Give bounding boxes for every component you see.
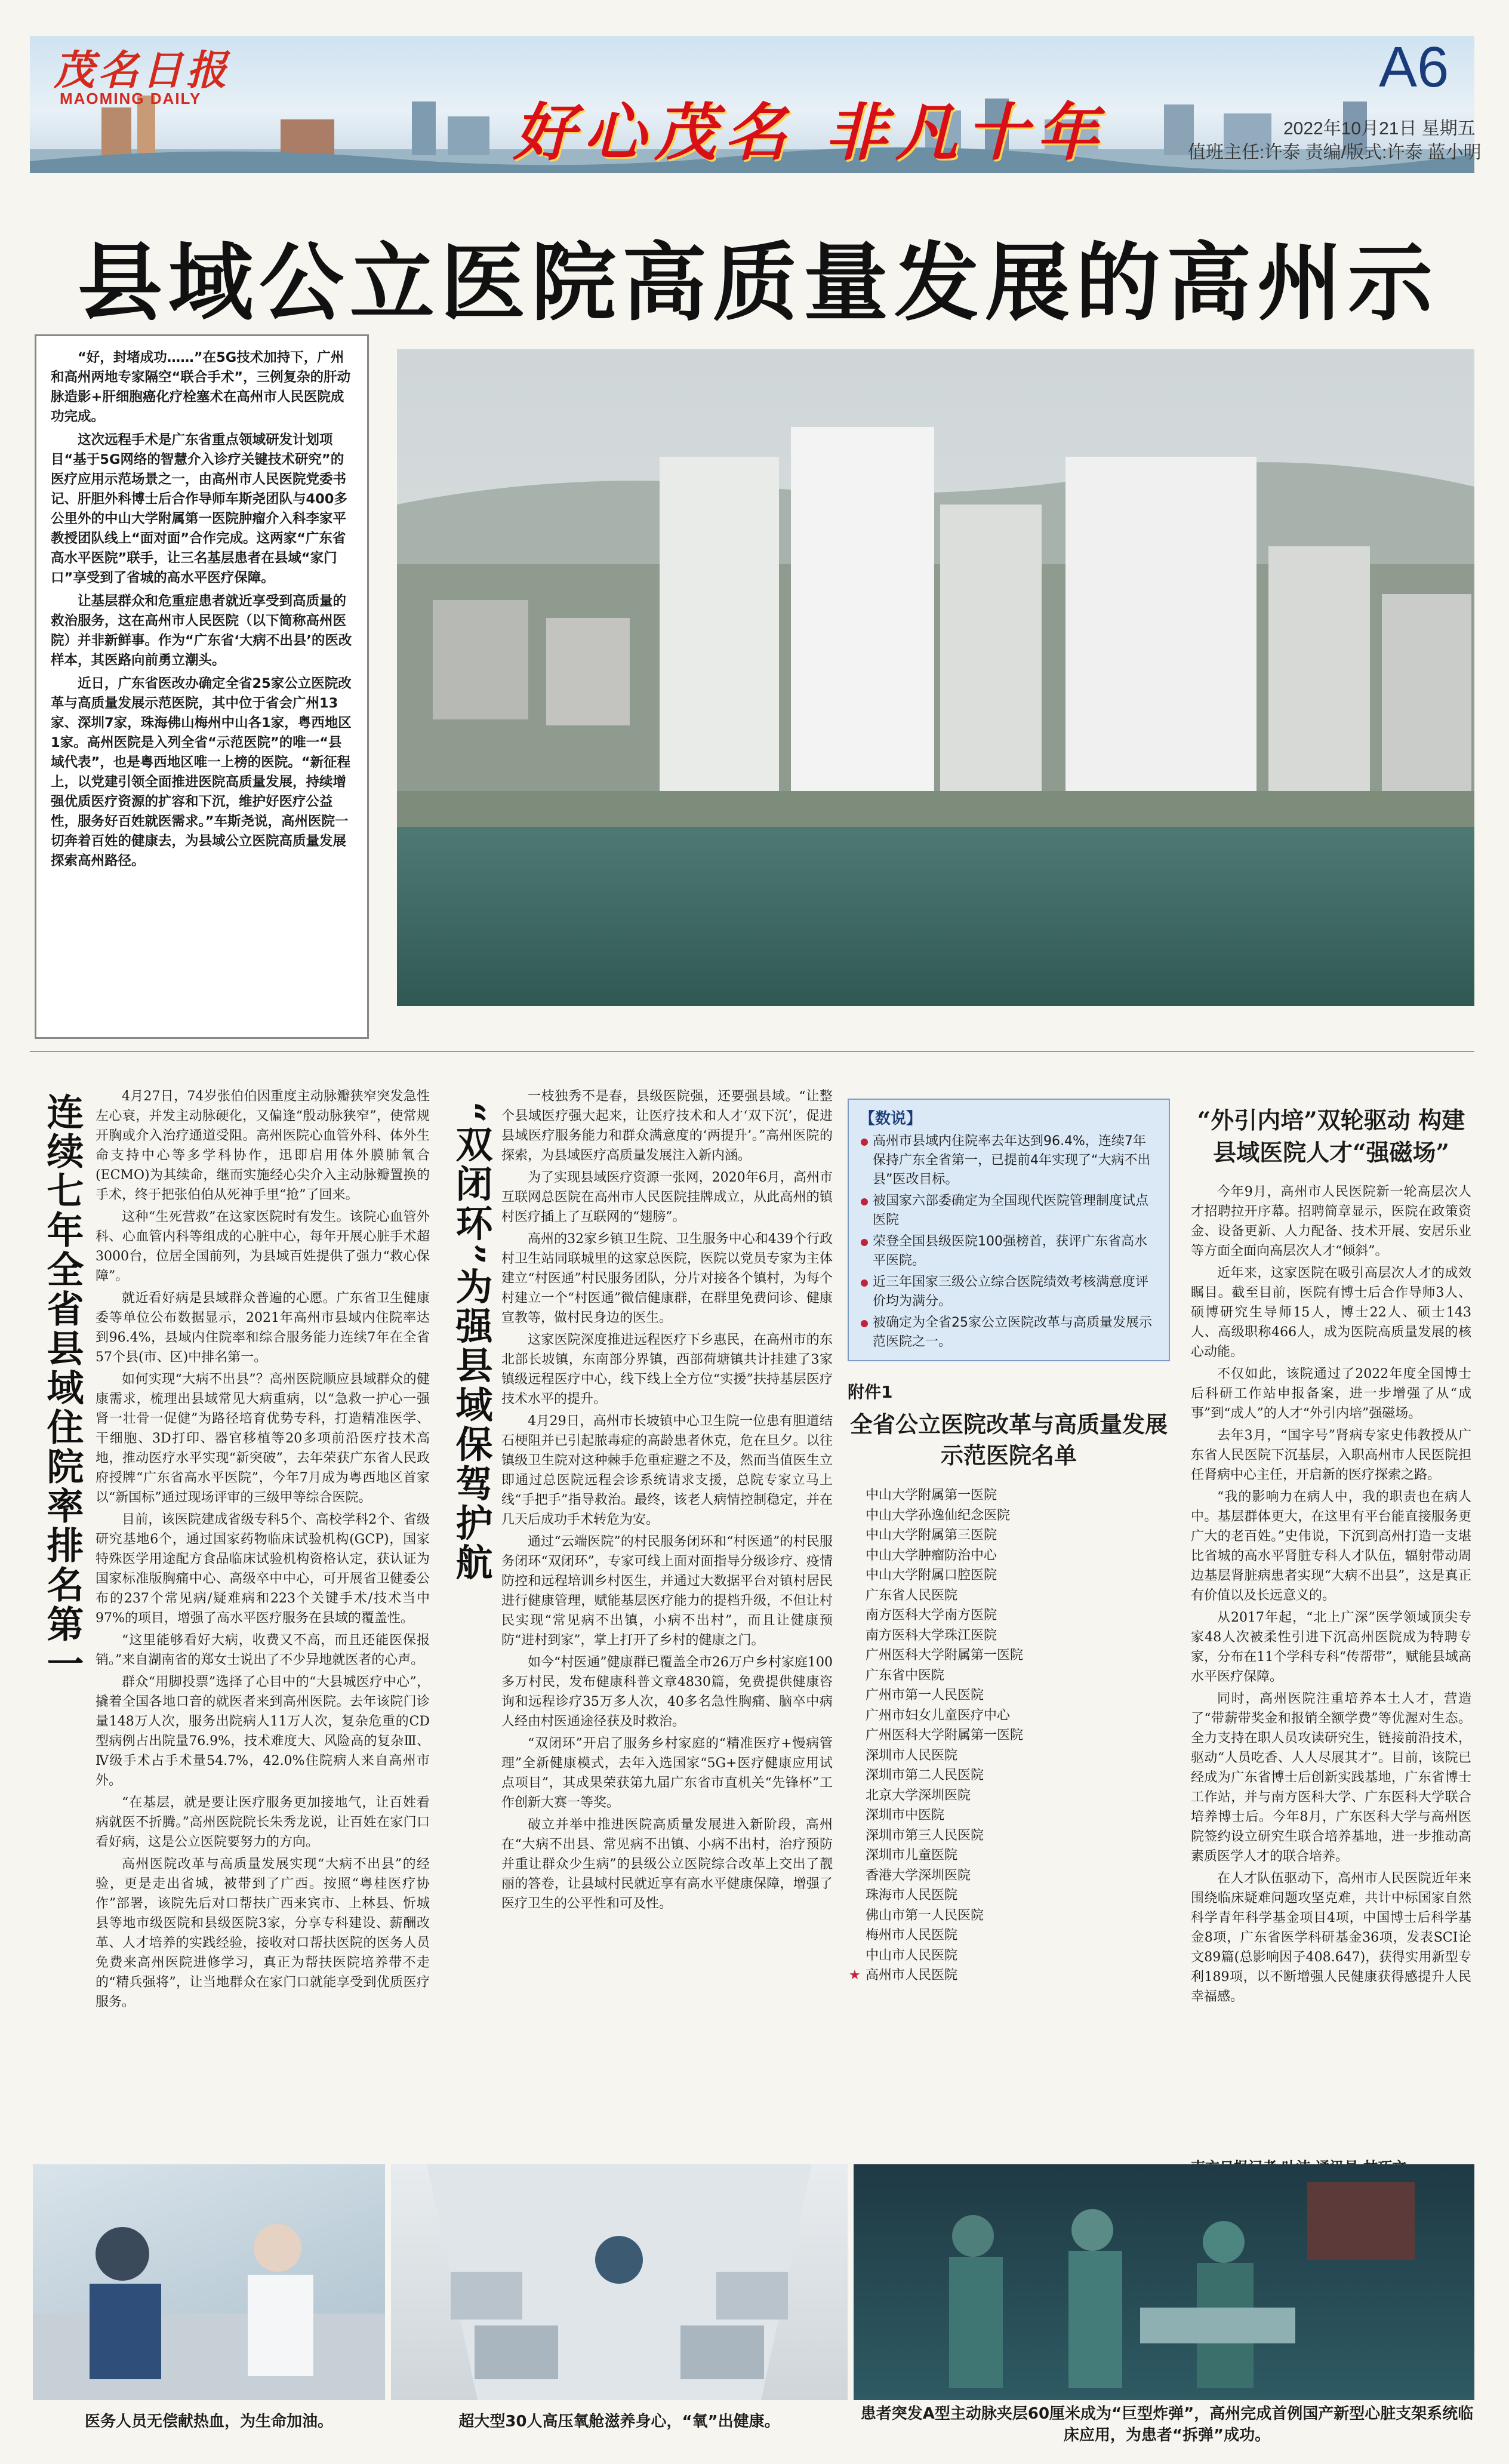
data-facts-box — [848, 1099, 1170, 1361]
hospital-list-item: 梅州市人民医院 — [866, 1928, 958, 1943]
newspaper-logo-en: MAOMING DAILY — [60, 90, 202, 107]
hospital-list-item: 广东省人民医院 — [866, 1588, 958, 1603]
intro-paragraph: 近日，广东省医改办确定全省25家公立医院改革与高质量发展示范医院，其中位于省会广州13家、深圳7家，珠海佛山梅州中山各1家，粤西地区1家。高州医院是入列全省“示范医院”的唯一“县域代表”，也是粤西地区唯一上榜的医院。“新征程上，以党建引领全面推进医院高质量发展，持续增强优质医疗资源的扩容和下沉，维护好医疗公益性，服务好百姓就医需求。”车斯尧说，高州医院一切奔着百姓的健康去，为县域公立医院高质量发展探索高州路径。 — [51, 676, 352, 869]
section-heading: “外引内培”双轮驱动 构建县域医院人才“强磁场” — [1197, 1107, 1465, 1167]
article-paragraph: “我的影响力在病人中，我的职责也在病人中。基层群体更大，在这里有平台能直接服务更广大的老百姓。”史伟说，下沉到高州打造一支堪比省城的高水平肾脏专科人才队伍，辐射带动周边基层肾脏病患者实现“大病不出县”，这是真正有价值以及长远意义的。 — [1191, 1490, 1471, 1603]
article-paragraph: 高州的32家乡镇卫生院、卫生服务中心和439个行政村卫生站同联城里的这家总医院，医院以党员专家为主体建立“村医通”村民服务团队，分片对接各个镇村，为每个村建立一个“村医通”微信健康群，在群里免费问诊、健康宣教等，做村民身边的医生。 — [501, 1232, 833, 1325]
article-paragraph: 4月27日，74岁张伯伯因重度主动脉瓣狭窄突发急性左心衰，并发主动脉硬化，又偏逢“殷动脉狭窄”，使常规开胸或介入治疗通道受阻。高州医院心血管外科、体外生命支持中心等多学科协作，迅即启用体外膜肺氧合(ECMO)为其续命，继而实施经心尖介入主动脉瓣置换的手术，终于把张伯伯从死神手里“抢”了回来。 — [96, 1089, 430, 1202]
blood-donation-photo — [33, 2164, 385, 2400]
hospital-list-item: 南方医科大学南方医院 — [866, 1608, 997, 1623]
article-paragraph: “这里能够看好大病，收费又不高，而且还能医保报销。”来自湖南省的郑女士说出了不少异地就医者的心声。 — [96, 1633, 430, 1668]
data-box-title: 【数说】 — [860, 1110, 922, 1128]
hospital-list-item: 中山大学附属口腔医院 — [866, 1568, 997, 1583]
slogan: 好心茂名 非凡十年 — [513, 96, 1107, 169]
article-paragraph: 这家医院深度推进远程医疗下乡惠民，在高州市的东北部长坡镇，东南部分界镇，西部荷塘镇共计挂建了3家镇级远程医疗中心，线下线上全方位“实援”扶持基层医疗技术水平的提升。 — [501, 1333, 833, 1407]
page-headline: 县域公立医院高质量发展的高州示 — [78, 233, 1439, 333]
hospital-list-item: 北京大学深圳医院 — [866, 1788, 971, 1803]
hospital-photo-illustration — [397, 349, 1474, 1006]
annex-hospital-list — [848, 1379, 1170, 1986]
article-paragraph: 高州医院改革与高质量发展实现“大病不出县”的经验，更是走出省城，被带到了广西。按照“粤桂医疗协作”部署，该院先后对口帮扶广西来宾市、上林县、忻城县等地市级医院和县级医院3家，分享专科建设、薪酬改革、人才培养的实践经验，接收对口帮扶医院的医务人员免费来高州医院进修学习，真正为帮扶医院培养带不走的“精兵强将”，让当地群众在家门口就能享受到优质医疗服务。 — [96, 1857, 430, 2010]
hospital-name-highlight: 高州市人民医院 — [866, 1968, 958, 1983]
hospital-list-item: 深圳市第二人民医院 — [866, 1768, 984, 1783]
article-paragraph: 为了实现县域医疗资源一张网，2020年6月，高州市互联网总医院在高州市人民医院挂牌成立，从此高州的镇村医疗插上了互联网的“翅膀”。 — [501, 1170, 833, 1225]
article-paragraph: 去年3月，“国字号”肾病专家史伟教授从广东省人民医院下沉基层，入职高州市人民医院担任肾病中心主任，开启新的医疗探索之路。 — [1191, 1428, 1471, 1482]
article-paragraph: 近年来，这家医院在吸引高层次人才的成效瞩目。截至目前，医院有博士后合作导师3人、硕博研究生导师15人，博士22人、硕士143人、高级职称466人，成为医院高质量发展的核心动能。 — [1191, 1266, 1471, 1359]
page-number: A6 — [1379, 35, 1449, 99]
hospital-list-item: 香港大学深圳医院 — [866, 1868, 971, 1883]
hospital-list-item: 深圳市儿童医院 — [866, 1848, 958, 1863]
article-paragraph: 4月29日，高州市长坡镇中心卫生院一位患有胆道结石梗阻并已引起脓毒症的高龄患者休克，危在旦夕。以往镇级卫生院对这种棘手危重症避之不及，然而当值医生立即通过总医院远程会诊系统请求支援，总院专家立马上线“手把手”指导救治。最终，该老人病情控制稳定，并在几天后成功手术转危为安。 — [501, 1414, 833, 1527]
hospital-list-item: 深圳市第三人民医院 — [866, 1828, 984, 1843]
hospital-list-item: 广州市第一人民医院 — [866, 1688, 984, 1703]
hospital-list-item: 中山大学肿瘤防治中心 — [866, 1548, 997, 1563]
article-paragraph: 如何实现“大病不出县”？高州医院顺应县域群众的健康需求，梳理出县域常见大病重病，以“急救一护心一强肾一壮骨一促健”为路径培育优势专科，打造精准医学、干细胞、3D打印、器官移植等20多项前沿医疗技术高地，推动医疗水平实现“新突破”，去年荣获广东省人民政府授牌“广东省高水平医院”，今年7月成为粤西地区首家以“新国标”通过现场评审的三级甲等综合医院。 — [96, 1372, 430, 1505]
hospital-list-item — [848, 1965, 1170, 1986]
hospital-list-item: 广州医科大学附属第一医院 — [866, 1648, 1024, 1663]
hospital-list-item: 深圳市中医院 — [866, 1808, 945, 1823]
oxygen-chamber-photo — [391, 2164, 848, 2400]
hospital-list-item: 中山大学附属第一医院 — [866, 1488, 997, 1503]
issue-date: 2022年10月21日 星期五 — [1283, 119, 1476, 139]
blood-donation-illustration — [33, 2164, 385, 2400]
article-paragraph: 今年9月，高州市人民医院新一轮高层次人才招聘拉开序幕。招聘简章显示，医院在政策资金、设备更新、人力配备、技术开展、安居乐业等方面全面向高层次人才“倾斜”。 — [1191, 1185, 1471, 1259]
section-heading-vertical: “双闭环”为强县域保驾护航 — [449, 1102, 493, 1583]
data-fact-item: 近三年国家三级公立综合医院绩效考核满意度评价均为满分。 — [860, 1273, 1158, 1311]
article-paragraph: 从2017年起，“北上广深”医学领域顶尖专家48人次被柔性引进下沉高州医院成为特聘专家，分布在11个学科专科“传帮带”，赋能县域高水平医疗保障。 — [1191, 1610, 1471, 1684]
article-column — [96, 1087, 430, 2014]
data-fact-item: 被国家六部委确定为全国现代医院管理制度试点医院 — [860, 1192, 1158, 1230]
intro-box — [35, 334, 369, 1039]
oxygen-chamber-illustration — [391, 2164, 848, 2400]
section-heading-vertical: 连续七年全省县域住院率排名第一 — [41, 1093, 84, 1684]
annex-label: 附件1 — [848, 1382, 893, 1402]
article-paragraph: 在人才队伍驱动下，高州市人民医院近年来围绕临床疑难问题攻坚克难，共计中标国家自然科学青年科学基金项目4项，中国博士后科学基金8项，广东省医学科研基金36项，发表SCI论文89篇(总影响因子408.647)，获得实用新型专利189项，以不断增强人民健康获得感提升人民幸福感。 — [1191, 1871, 1471, 2004]
hospital-list-item: 广州市妇女儿童医疗中心 — [866, 1708, 1011, 1723]
article-paragraph: 目前，该医院建成省级专科5个、高校学科2个、省级研究基地6个，通过国家药物临床试验机构(GCP)，国家特殊医学用途配方食品临床试验机构资格认定，获认证为国家标准版胸痛中心、高级卒中中心，可开展省卫健委公布的237个常见病/疑难病和223个关键手术/技术当中97%的项目，增强了高水平医疗服务在县域的覆盖性。 — [96, 1512, 430, 1626]
article-paragraph: 群众“用脚投票”选择了心目中的“大县城医疗中心”，撬着全国各地口音的就医者来到高州医院。去年该院门诊量148万人次，服务出院病人11万人次，复杂危重的CD型病例占出院量76.9%，技术难度大、风险高的复杂Ⅲ、Ⅳ级手术占手术量54.7%，42.0%住院病人来自高州市外。 — [96, 1675, 430, 1788]
hospital-aerial-photo — [397, 349, 1474, 1006]
surgery-illustration — [854, 2164, 1474, 2400]
masthead — [0, 0, 1509, 179]
hospital-list-item: 广州医科大学附属第一医院 — [866, 1728, 1024, 1743]
article-column — [1191, 1182, 1471, 2009]
article-paragraph: 一枝独秀不是春，县级医院强，还要强县域。“让整个县域医疗强大起来，让医疗技术和人才‘双下沉’，促进县域医疗服务能力和群众满意度的‘两提升’。”高州医院的探索，为县域医疗高质量发展注入新内涵。 — [501, 1089, 833, 1163]
article-paragraph: 就近看好病是县域群众普遍的心愿。广东省卫生健康委等单位公布数据显示，2021年高州市县域内住院率达到96.4%，县域内住院率和综合服务能力连续7年在全省57个县(市、区)中排名第一。 — [96, 1291, 430, 1365]
editors-line: 值班主任:许泰 责编/版式:许泰 蓝小明 — [1188, 143, 1482, 162]
photo-caption: 患者突发A型主动脉夹层60厘米成为“巨型炸弹”，高州完成首例国产新型心脏支架系统临床应用，为患者“拆弹”成功。 — [860, 2405, 1474, 2444]
surgery-photo — [854, 2164, 1474, 2400]
hospital-list-item: 南方医科大学珠江医院 — [866, 1628, 997, 1643]
article-paragraph: 这种“生死营救”在这家医院时有发生。该院心血管外科、心血管内科等组成的心脏中心，每年开展心脏手术超3000台，位居全国前列，为县域百姓提供了强力“救心保障”。 — [96, 1210, 430, 1284]
hospital-list-item: 中山大学附属第三医院 — [866, 1528, 997, 1543]
intro-paragraph: 让基层群众和危重症患者就近享受到高质量的救治服务，这在高州市人民医院（以下简称高州医院）并非新鲜事。作为“广东省‘大病不出县’的医改样本，其医路向前勇立潮头。 — [51, 593, 352, 668]
data-fact-item: 高州市县域内住院率去年达到96.4%，连续7年保持广东全省第一，已提前4年实现了“大病不出县”医改目标。 — [860, 1132, 1158, 1189]
photo-caption: 医务人员无偿献热血，为生命加油。 — [84, 2413, 333, 2431]
intro-paragraph: “好，封堵成功……”在5G技术加持下，广州和高州两地专家隔空“联合手术”，三例复杂的肝动脉造影+肝细胞癌化疗栓塞术在高州市人民医院成功完成。 — [51, 350, 351, 424]
article-paragraph: 同时，高州医院注重培养本土人才，营造了“带薪带奖金和报销全额学费”等优渥对生态。全力支持在职人员攻读研究生，链接前沿技术，驱动“人员吃香、人人尽展其才”。目前，该院已经成为广东省博士后创新实践基地，广东省博士工作站，并与南方医科大学、广东医科大学联合培养博士后。今年8月，广东医科大学与高州医院签约设立研究生联合培养基地，进一步推动高素质医学人才的联合培养。 — [1191, 1691, 1471, 1864]
article-paragraph: 破立并举中推进医院高质量发展进入新阶段，高州在“大病不出县、常见病不出镇、小病不出村，治疗预防并重让群众少生病”的县级公立医院综合改革上交出了靓丽的答卷，让县域村民就近享有高水平健康保障，增强了医疗卫生的公平性和可及性。 — [501, 1817, 833, 1911]
article-paragraph: “在基层，就是要让医疗服务更加接地气，让百姓看病就医不折腾。”高州医院院长朱秀龙说，让百姓在家门口看好病，这是公立医院要努力的方向。 — [96, 1795, 430, 1850]
annex-title: 全省公立医院改革与高质量发展示范医院名单 — [849, 1411, 1168, 1469]
article-paragraph: “双闭环”开启了服务乡村家庭的“精准医疗+慢病管理”全新健康模式，去年入选国家“5G+医疗健康应用试点项目”，其成果荣获第九届广东省市直机关“先锋杯”工作创新大赛一等奖。 — [501, 1736, 833, 1810]
intro-paragraph: 这次远程手术是广东省重点领域研发计划项目“基于5G网络的智慧介入诊疗关键技术研究”的医疗应用示范场景之一，由高州市人民医院党委书记、肝胆外科博士后合作导师车斯尧团队与400多公里外的中山大学附属第一医院肿瘤介入科李家平教授团队线上“面对面”合作完成。这两家“广东省高水平医院”联手，让三名基层患者在县域“家门口”享受到了省城的高水平医疗保障。 — [51, 432, 347, 586]
hospital-list — [848, 1485, 1170, 1986]
hospital-list-item: 广东省中医院 — [866, 1668, 945, 1683]
hospital-list-item: 中山大学孙逸仙纪念医院 — [866, 1508, 1011, 1523]
article-paragraph: 不仅如此，该院通过了2022年度全国博士后科研工作站申报备案，进一步增强了从“成事”到“成人”的人才“外引内培”强磁场。 — [1191, 1367, 1471, 1421]
hospital-list-item: 珠海市人民医院 — [866, 1888, 958, 1903]
article-column — [501, 1087, 833, 1916]
data-fact-item: 被确定为全省25家公立医院改革与高质量发展示范医院之一。 — [860, 1313, 1158, 1352]
divider — [30, 1051, 1474, 1052]
hospital-list-item: 深圳市人民医院 — [866, 1748, 958, 1763]
star-icon: ★ — [849, 1968, 861, 1983]
hospital-list-item: 中山市人民医院 — [866, 1948, 958, 1963]
data-fact-item: 荣登全国县级医院100强榜首，获评广东省高水平医院。 — [860, 1232, 1158, 1271]
article-paragraph: 如今“村医通”健康群已覆盖全市26万户乡村家庭100多万村民，发布健康科普文章4830篇，免费提供健康咨询和远程诊疗35万多人次，40多名急性胸痛、脑卒中病人经由村医通途径获及时救治。 — [501, 1655, 833, 1729]
photo-caption: 超大型30人高压氧舱滋养身心，“氧”出健康。 — [458, 2413, 780, 2431]
article-paragraph: 通过“云端医院”的村民服务闭环和“村医通”的村民服务闭环“双闭环”，专家可线上面对面指导分级诊疗、疫情防控和远程培训乡村医生，并通过大数据平台对镇村居民进行健康管理，赋能基层医疗能力的提档升级，不但让村民实现“常见病不出镇，小病不出村”，而且让健康预防“进村到家”，掌上打开了乡村的健康之门。 — [501, 1534, 833, 1648]
hospital-list-item: 佛山市第一人民医院 — [866, 1908, 984, 1923]
newspaper-logo: 茂名日报 — [54, 47, 231, 94]
